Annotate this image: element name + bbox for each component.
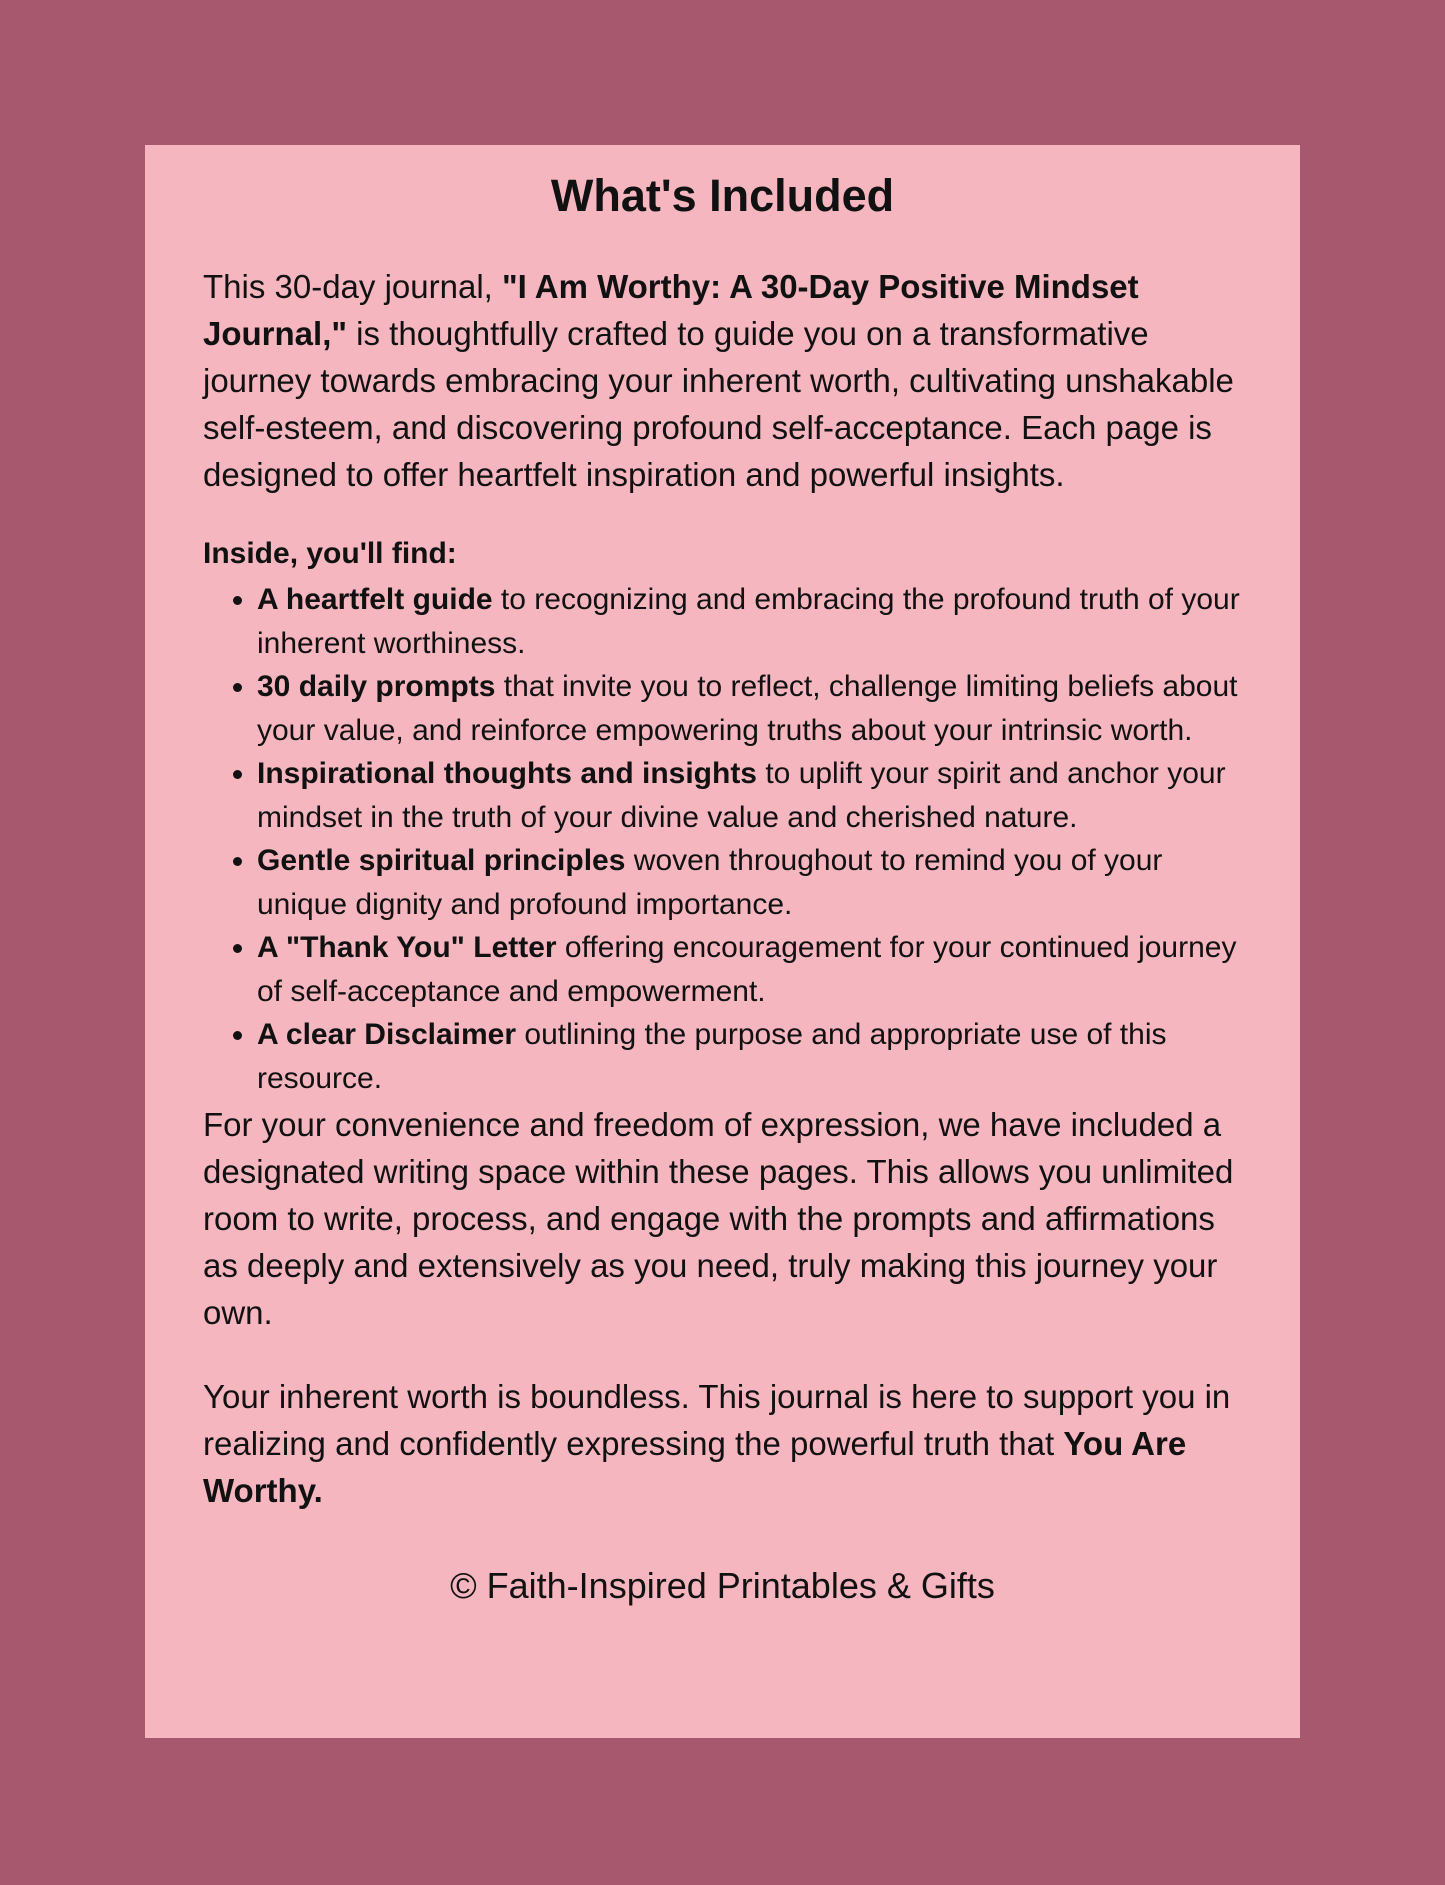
feature-text: outlining the purpose and appropriate use of this resource.	[257, 1018, 1167, 1095]
list-item	[257, 665, 1242, 752]
feature-title: A clear Disclaimer	[257, 1018, 517, 1051]
list-item	[257, 578, 1242, 665]
closing-emphasis: You Are Worthy.	[203, 1425, 1187, 1509]
feature-title: Inspirational thoughts and insights	[257, 757, 757, 790]
list-item	[257, 1013, 1242, 1100]
feature-text: to uplift your spirit and anchor your mindset in the truth of your divine value and cherished nature.	[257, 757, 1226, 834]
feature-text: to recognizing and embracing the profound truth of your inherent worthiness.	[257, 583, 1240, 660]
feature-text: offering encouragement for your continued journey of self-acceptance and empowerment.	[257, 931, 1237, 1008]
feature-title: 30 daily prompts	[257, 670, 496, 703]
intro-text-end: is thoughtfully crafted to guide you on a transformative journey towards embracing your inherent worth, cultivating unshakable self-esteem, and discovering profound self-acceptance. Each page is designed to offer heartfelt inspiration and powerful insights.	[203, 315, 1234, 493]
feature-text: woven throughout to remind you of your unique dignity and profound importance.	[257, 844, 1163, 921]
feature-text: that invite you to reflect, challenge limiting beliefs about your value, and reinforce empowering truths about your intrinsic worth.	[257, 670, 1238, 747]
page-title: What's Included	[550, 170, 895, 221]
closing-text: Your inherent worth is boundless. This journal is here to support you in realizing and confidently expressing the powerful truth that	[203, 1378, 1231, 1462]
inside-heading: Inside, you'll find:	[203, 537, 457, 570]
copyright-footer: © Faith-Inspired Printables & Gifts	[450, 1565, 995, 1606]
closing-paragraph	[203, 1373, 1242, 1514]
content-card	[145, 145, 1300, 1738]
features-list	[203, 578, 1242, 1100]
feature-title: A "Thank You" Letter	[257, 931, 557, 964]
feature-title: Gentle spiritual principles	[257, 844, 626, 877]
journal-title: "I Am Worthy: A 30-Day Positive Mindset Journal,"	[203, 268, 1139, 352]
intro-text-start: This 30-day journal,	[203, 268, 502, 305]
list-item	[257, 752, 1242, 839]
feature-title: A heartfelt guide	[257, 583, 493, 616]
intro-paragraph	[203, 263, 1242, 498]
list-item	[257, 926, 1242, 1013]
list-item	[257, 839, 1242, 926]
convenience-paragraph: For your convenience and freedom of expression, we have included a designated writing space within these pages. This allows you unlimited room to write, process, and engage with the prompts and affirmations as deeply and extensively as you need, truly making this journey your own.	[203, 1106, 1234, 1331]
